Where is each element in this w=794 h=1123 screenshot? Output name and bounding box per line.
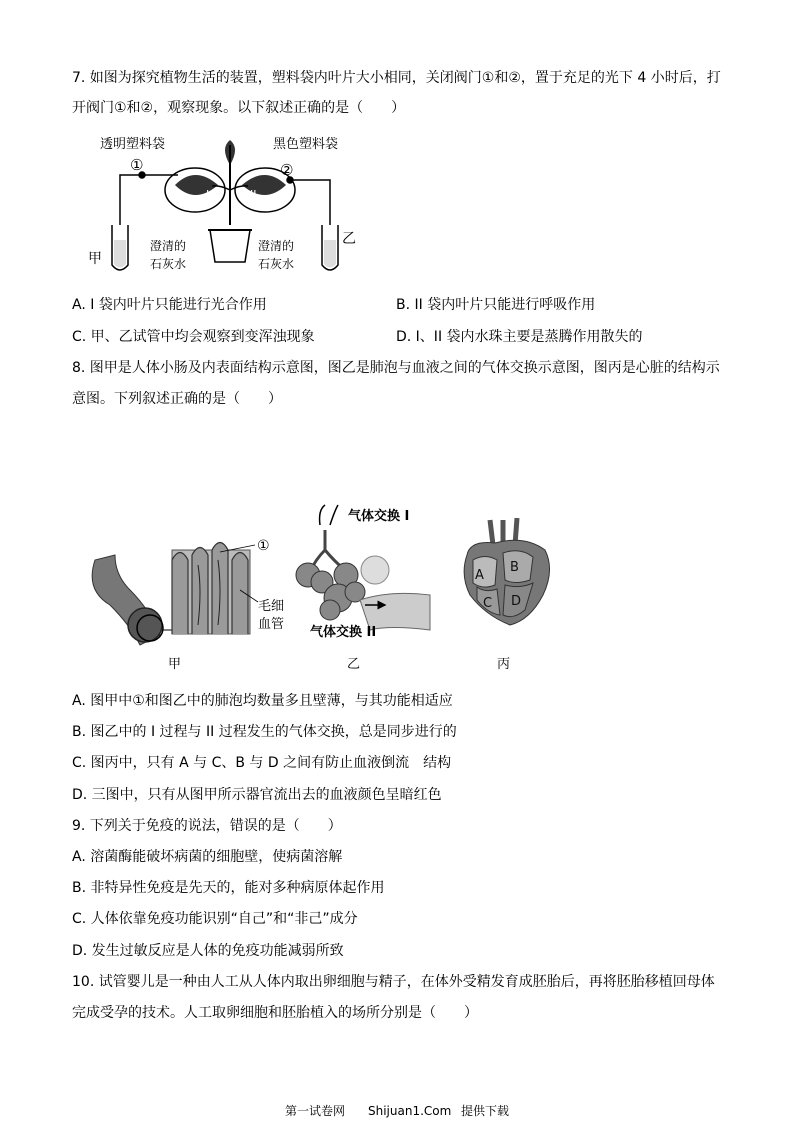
- footer-download: 提供下载: [461, 1104, 510, 1118]
- caption-yi: 乙: [347, 657, 361, 672]
- alveolus-zoom-icon: [361, 556, 389, 584]
- footer-site-name: 第一试卷网: [285, 1104, 346, 1118]
- q10-stem-line2: 完成受孕的技术。人工取卵细胞和胚胎植入的场所分别是（ ）: [72, 1005, 478, 1021]
- heart-label-a: A: [475, 568, 484, 583]
- q9-option-a: A. 溶菌酶能破坏病菌的细胞壁，使病菌溶解: [72, 849, 343, 865]
- flower-pot-icon: [210, 230, 250, 262]
- q10-stem-line1: 10. 试管婴儿是一种由人工从人体内取出卵细胞与精子，在体外受精发育成胚胎后，再将胚胎移植回母体: [72, 974, 715, 990]
- label-limewater-right-1: 澄清的: [258, 239, 295, 253]
- heart-label-d: D: [511, 594, 522, 609]
- q8-option-a: A. 图甲中①和图乙中的肺泡均数量多且壁薄，与其功能相适应: [72, 693, 453, 709]
- q7-stem-line2: 开阀门①和②，观察现象。以下叙述正确的是（ ）: [72, 100, 406, 116]
- q7-option-d: D. I、II 袋内水珠主要是蒸腾作用散失的: [396, 329, 643, 345]
- label-transparent-bag: 透明塑料袋: [100, 137, 166, 152]
- heart-label-b: B: [510, 560, 519, 575]
- label-limewater-left-1: 澄清的: [150, 239, 187, 253]
- label-bag-II: II: [250, 188, 257, 201]
- label-bag-I: I: [206, 188, 210, 201]
- q9-option-d: D. 发生过敏反应是人体的免疫功能减弱所致: [72, 943, 344, 959]
- q9-option-b: B. 非特异性免疫是先天的，能对多种病原体起作用: [72, 880, 385, 896]
- q8-option-d: D. 三图中，只有从图甲所示器官流出去的血液颜色呈暗红色: [72, 787, 442, 803]
- label-limewater-right-2: 石灰水: [258, 257, 295, 271]
- villi-icon: [172, 543, 250, 635]
- q7-option-c: C. 甲、乙试管中均会观察到变浑浊现象: [72, 329, 315, 345]
- label-limewater-left-2: 石灰水: [150, 257, 187, 271]
- airway-arrows-icon: [320, 505, 338, 525]
- label-marker-1: ①: [257, 538, 270, 554]
- label-capillary-2: 血管: [258, 617, 285, 632]
- q7-plant-apparatus-figure: [80, 130, 370, 280]
- q7-option-a: A. I 袋内叶片只能进行光合作用: [72, 297, 267, 313]
- test-tube-right-icon: [322, 225, 338, 270]
- label-tube-yi: 乙: [342, 231, 356, 247]
- q9-stem: 9. 下列关于免疫的说法，错误的是（ ）: [72, 818, 342, 834]
- alveoli-cluster-icon: [296, 563, 365, 620]
- caption-jia: 甲: [168, 657, 182, 672]
- q8-option-c: C. 图丙中，只有 A 与 C、B 与 D 之间有防止血液倒流 结构: [72, 755, 452, 771]
- label-black-bag: 黑色塑料袋: [273, 137, 339, 152]
- label-valve2: ②: [280, 161, 294, 179]
- q9-option-c: C. 人体依靠免疫功能识别“自己”和“非己”成分: [72, 911, 358, 927]
- q8-figure-jia: [80, 530, 285, 675]
- q8-stem-line2: 意图。下列叙述正确的是（ ）: [72, 391, 282, 407]
- label-gas-exchange-1: 气体交换 I: [348, 509, 410, 524]
- label-gas-exchange-2: 气体交换 II: [310, 625, 377, 640]
- q8-figure-yi: [290, 500, 450, 675]
- label-valve1: ①: [130, 156, 144, 174]
- caption-bing: 丙: [497, 657, 511, 672]
- q8-option-b: B. 图乙中的 I 过程与 II 过程发生的气体交换，总是同步进行的: [72, 724, 457, 740]
- label-capillary-1: 毛细: [258, 599, 285, 614]
- q8-stem-line1: 8. 图甲是人体小肠及内表面结构示意图，图乙是肺泡与血液之间的气体交换示意图，图丙是心脏的结构示: [72, 360, 720, 376]
- footer-site-url[interactable]: Shijuan1.Com: [368, 1104, 452, 1118]
- q7-stem-line1: 7. 如图为探究植物生活的装置，塑料袋内叶片大小相同，关闭阀门①和②，置于充足的光下 4 小时后，打: [72, 70, 721, 86]
- q7-option-b: B. II 袋内叶片只能进行呼吸作用: [396, 297, 596, 313]
- q8-figure-bing: [455, 515, 565, 675]
- label-tube-jia: 甲: [88, 251, 102, 267]
- test-tube-left-icon: [112, 225, 128, 270]
- heart-label-c: C: [483, 596, 493, 611]
